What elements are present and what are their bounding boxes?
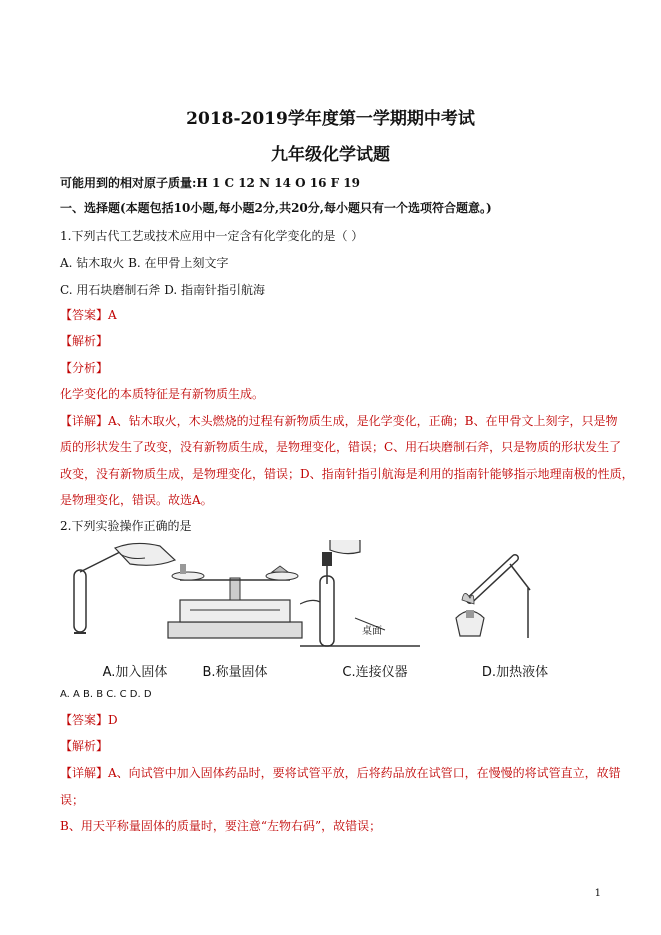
figure-a-caption: A.加入固体 [102, 665, 168, 680]
figure-c-drawing [300, 540, 450, 660]
q1-answer: 【答案】A [60, 308, 117, 322]
q1-detail-1: 【详解】A、钻木取火，木头燃烧的过程有新物质生成，是化学变化，正确；B、在甲骨文上刻字，只是物 [60, 414, 618, 428]
q1-fenxi: 【分析】 [60, 361, 109, 375]
figure-c-caption: C.连接仪器 [342, 665, 408, 680]
q2-stem: 2.下列实验操作正确的是 [60, 519, 192, 533]
q1-jiexi: 【解析】 [60, 334, 109, 348]
q2-jiexi: 【解析】 [60, 739, 109, 753]
q1-options-ab: A. 钻木取火 B. 在甲骨上刻文字 [60, 256, 229, 270]
q1-detail-2: 质的形状发生了改变，没有新物质生成，是物理变化，错误；C、用石块磨制石斧，只是物质的形状发生了 [60, 440, 622, 454]
exam-title: 2018-2019学年度第一学期期中考试 [186, 109, 475, 129]
exam-subtitle: 九年级化学试题 [271, 145, 390, 165]
q1-detail-4: 是物理变化，错误。故选A。 [60, 493, 213, 507]
figure-d [440, 540, 590, 680]
q2-answer: 【答案】D [60, 713, 118, 727]
q2-options: A. A B. B C. C D. D [60, 689, 152, 700]
q1-options-cd: C. 用石块磨制石斧 D. 指南针指引航海 [60, 283, 266, 297]
figure-b [160, 540, 310, 680]
q1-fenxi-text: 化学变化的本质特征是有新物质生成。 [60, 387, 265, 401]
q2-detail-1: 【详解】A、向试管中加入固体药品时，要将试管平放，后将药品放在试管口，在慢慢的将试管直立，故错 [60, 766, 621, 780]
figure-c [300, 540, 450, 680]
q1-detail-3: 改变，没有新物质生成，是物理变化，错误；D、指南针指引航海是利用的指南针能够指示地理南极的性质， [60, 467, 634, 481]
figure-d-caption: D.加热液体 [481, 665, 549, 680]
q2-detail-3: B、用天平称量固体的质量时，要注意“左物右码”，故错误； [60, 819, 382, 833]
q1-stem: 1.下列古代工艺或技术应用中一定含有化学变化的是（ ） [60, 229, 364, 243]
section-heading: 一、选择题(本题包括10小题,每小题2分,共20分,每小题只有一个选项符合题意。) [60, 201, 492, 215]
figure-b-drawing [160, 540, 310, 660]
atomic-mass-line: 可能用到的相对原子质量:H 1 C 12 N 14 O 16 F 19 [60, 176, 361, 190]
desk-label: 桌面 [362, 626, 382, 637]
figure-d-drawing [440, 540, 590, 660]
q2-detail-2: 误； [60, 793, 85, 807]
page-number: 1 [594, 888, 601, 899]
figure-b-caption: B.称量固体 [202, 665, 268, 680]
